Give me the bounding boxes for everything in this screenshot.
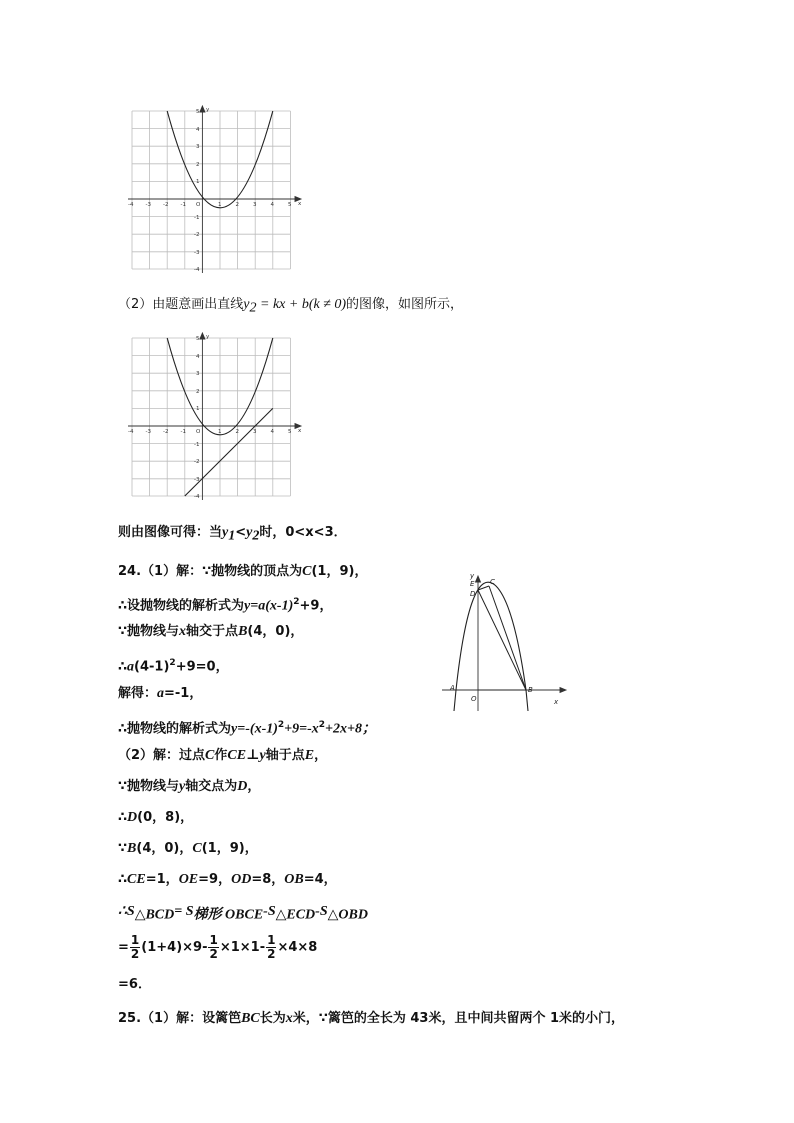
tick-x: 3 <box>253 429 257 435</box>
p24-line-3: ∵抛物线与x轴交于点B(4，0)， <box>118 624 304 639</box>
label-y: y <box>470 572 475 580</box>
tick-x: 5 <box>288 429 292 435</box>
p24-line-9: ∴D(0，8)， <box>118 810 194 825</box>
triangle-bcd-figure <box>438 566 570 714</box>
tick-x: -2 <box>163 202 169 208</box>
tick-y: 3 <box>196 371 200 377</box>
tick-y: 1 <box>196 406 200 412</box>
label-a: A <box>450 684 455 692</box>
tick-x: -4 <box>128 202 134 208</box>
label-c: C <box>490 578 495 586</box>
fraction-half: $\frac{1}{2}$ <box>130 933 140 961</box>
tick-y: -3 <box>194 250 200 256</box>
label-b: B <box>528 686 533 694</box>
axis-label-x: x <box>298 428 302 434</box>
p24-line-11: ∴CE=1，OE=9，OD=8，OB=4， <box>118 872 337 887</box>
tick-x: 2 <box>235 202 239 208</box>
tick-y: -4 <box>194 494 200 500</box>
fraction-half: $\frac{1}{2}$ <box>267 933 276 961</box>
tick-x: -1 <box>180 429 186 435</box>
p24-line-4: $\therefore a(4-1)^2+9=0$， <box>118 658 229 675</box>
fraction-half: $\frac{1}{2}$ <box>209 933 218 961</box>
p24-line-10: ∵B(4，0)，C(1，9)， <box>118 841 258 856</box>
p24-line-7: （2）解：过点C作CE⊥y轴于点E， <box>118 748 328 763</box>
tick-y: -4 <box>194 267 200 273</box>
tick-y: 1 <box>196 179 200 185</box>
tick-x: 4 <box>270 202 274 208</box>
tick-x: 4 <box>270 429 274 435</box>
axis-label-y: y <box>206 334 210 340</box>
p24-line-14: =6． <box>118 977 151 992</box>
tick-x: 1 <box>218 429 222 435</box>
p24-line-2: ∴设抛物线的解析式为$y=a(x-1)^2+9$， <box>118 597 333 614</box>
tick-y: -3 <box>194 477 200 483</box>
tick-y: -2 <box>194 232 200 238</box>
axis-label-y: y <box>206 107 210 113</box>
p24-line-6: ∴抛物线的解析式为$y=-(x-1)^2+9=-x^2+2x+8$； <box>118 720 377 737</box>
tick-y: 2 <box>196 389 200 395</box>
tick-x: -3 <box>145 202 151 208</box>
tick-x: -4 <box>128 429 134 435</box>
axis-label-x: x <box>298 201 302 207</box>
tick-x: -1 <box>180 202 186 208</box>
p24-line-5: 解得：a=-1， <box>118 686 203 701</box>
p25-line-1: 25.（1）解：设篱笆BC长为x米，∵篱笆的全长为 43米，且中间共留两个 1米的小门， <box>118 1011 625 1026</box>
parabola-line-graph <box>118 332 308 502</box>
tick-x: 5 <box>288 202 292 208</box>
tick-x: 1 <box>218 202 222 208</box>
p24-line-13: = $\frac{1}{2}$ (1+4)×9- $\frac{1}{2}$ ×1×1- $\frac{1}{2}$ ×4×8 <box>118 933 318 961</box>
tick-y: 5 <box>196 336 200 342</box>
label-x: x <box>554 698 559 706</box>
tick-x: 2 <box>235 429 239 435</box>
conclusion-text: 则由图像可得：当$y_1<y_2$时，0<x<3． <box>118 525 347 544</box>
p24-line-8: ∵抛物线与y轴交点为D， <box>118 779 261 794</box>
tick-x: -3 <box>145 429 151 435</box>
tick-y: -1 <box>194 442 200 448</box>
tick-y: -1 <box>194 215 200 221</box>
part2-text: （2）由题意画出直线$y_2$ = kx + b(k ≠ 0)的图像，如图所示， <box>118 297 464 316</box>
p24-line-1: 24.（1）解：∵抛物线的顶点为C(1，9)， <box>118 564 368 579</box>
tick-x: 3 <box>253 202 257 208</box>
tick-y: 4 <box>196 127 200 133</box>
parabola-graph <box>118 105 308 275</box>
tick-x: O <box>196 202 201 208</box>
tick-y: 2 <box>196 162 200 168</box>
tick-y: 4 <box>196 354 200 360</box>
tick-x: O <box>196 429 201 435</box>
tick-y: -2 <box>194 459 200 465</box>
p24-line-12: $\therefore S_{\triangle BCD}= S_{梯形 OBCE}-S_{\triangle ECD}-S_{\triangle OBD}$ <box>118 904 368 923</box>
label-o: O <box>471 695 477 703</box>
label-d: D <box>470 590 476 598</box>
label-e: E <box>470 580 475 588</box>
tick-y: 5 <box>196 109 200 115</box>
tick-y: 3 <box>196 144 200 150</box>
tick-x: -2 <box>163 429 169 435</box>
